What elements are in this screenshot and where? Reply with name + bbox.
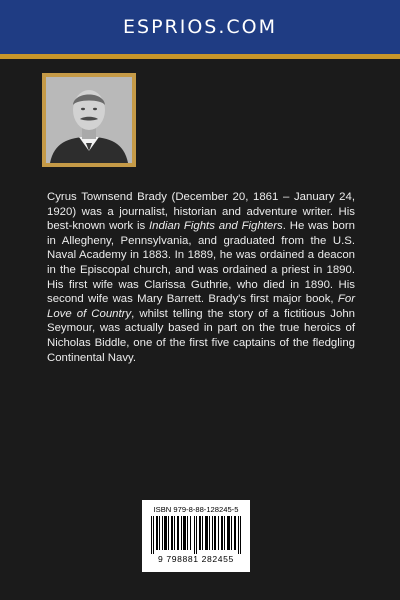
barcode-digits: 9 798881 282455 [158, 554, 234, 564]
bio-text-2: . He was born in Allegheny, Pennsylvania, and graduated from the U.S. Naval Academy in 1883. In 1889, he was ordained a deacon in the Episcopal church, and was ordained a priest in 1890. His first wife was Clarissa Guthrie, who died in 1890. His second wife was Mary Barrett. Brady's first major book, [47, 220, 355, 306]
header-banner [0, 0, 400, 54]
author-portrait [46, 77, 132, 163]
bio-text-3: , whilst telling the story of a fictitious John Seymour, was actually based in part on the true heroics of Nicholas Biddle, one of the first five captains of the fledgling Continental Navy. [47, 307, 355, 364]
isbn-barcode-box [142, 500, 250, 572]
bio-book-title-1: Indian Fights and Fighters [149, 220, 283, 233]
site-title: ESPRIOS.COM [123, 16, 277, 38]
bio-text-1: Cyrus Townsend Brady (December 20, 1861 – January 24, 1920) was a journalist, historian and adventure writer. His best-known work is [47, 191, 355, 233]
author-biography [47, 190, 355, 365]
bio-book-title-2: For Love of Country [47, 293, 355, 320]
isbn-label: ISBN 979-8-88-128245-5 [153, 505, 239, 514]
portrait-image [46, 77, 132, 163]
header-accent-rule [0, 54, 400, 59]
barcode-bars [150, 516, 242, 554]
author-portrait-frame [42, 73, 136, 167]
